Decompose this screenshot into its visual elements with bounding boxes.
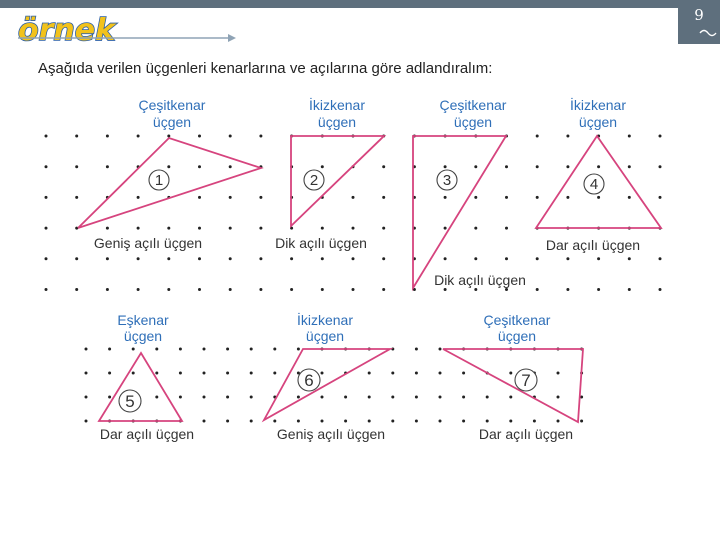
side-type-5-line2: üçgen xyxy=(123,328,163,344)
side-type-4-line2: üçgen xyxy=(578,114,618,130)
grid-dot xyxy=(505,165,508,168)
triangle-number-1: 1 xyxy=(154,172,164,189)
grid-dot xyxy=(368,396,371,399)
grid-dot xyxy=(439,372,442,375)
grid-dot xyxy=(259,257,262,260)
side-type-6-line1: İkizkenar xyxy=(296,312,354,328)
grid-dot xyxy=(85,396,88,399)
grid-dot xyxy=(259,196,262,199)
grid-dot xyxy=(536,135,539,138)
grid-dot xyxy=(368,372,371,375)
grid-dot xyxy=(45,227,48,230)
grid-dot xyxy=(566,165,569,168)
triangle-number-4: 4 xyxy=(589,176,599,193)
grid-dot xyxy=(415,348,418,351)
grid-dot xyxy=(566,288,569,291)
triangle-5 xyxy=(99,353,182,421)
grid-dot xyxy=(505,288,508,291)
triangle-number-6: 6 xyxy=(304,371,314,390)
grid-dot xyxy=(566,135,569,138)
grid-dot xyxy=(198,288,201,291)
grid-dot xyxy=(444,257,447,260)
number-circles xyxy=(119,170,604,412)
side-type-6-line2: üçgen xyxy=(305,328,345,344)
grid-dot xyxy=(203,348,206,351)
grid-dot xyxy=(597,196,600,199)
grid-dot xyxy=(259,227,262,230)
grid-dot xyxy=(659,196,662,199)
grid-dot xyxy=(132,348,135,351)
grid-dot xyxy=(198,227,201,230)
grid-dot xyxy=(198,257,201,260)
grid-dot xyxy=(557,420,560,423)
grid-dot xyxy=(462,396,465,399)
grid-dot xyxy=(45,257,48,260)
grid-dot xyxy=(198,135,201,138)
grid-dot xyxy=(536,257,539,260)
grid-dot xyxy=(597,288,600,291)
angle-type-5: Dar açılı üçgen xyxy=(99,426,195,442)
grid-dot xyxy=(75,135,78,138)
grid-dot xyxy=(167,288,170,291)
grid-dot xyxy=(85,372,88,375)
grid-dot xyxy=(659,135,662,138)
triangle-7 xyxy=(443,349,583,422)
grid-dot xyxy=(659,257,662,260)
grid-dot xyxy=(321,288,324,291)
grid-dot xyxy=(229,165,232,168)
grid-dot xyxy=(106,257,109,260)
grid-dot xyxy=(229,227,232,230)
grid-dot xyxy=(106,288,109,291)
grid-dot xyxy=(439,396,442,399)
side-type-4-line1: İkizkenar xyxy=(569,97,627,113)
grid-dot xyxy=(415,420,418,423)
grid-dot xyxy=(321,372,324,375)
grid-dot xyxy=(382,227,385,230)
side-type-1-line1: Çeşitkenar xyxy=(138,97,206,113)
grid-dot xyxy=(462,420,465,423)
grid-dot xyxy=(352,288,355,291)
grid-dot xyxy=(321,227,324,230)
grid-dot xyxy=(352,196,355,199)
triangle-number-3: 3 xyxy=(442,172,452,189)
grid-dot xyxy=(509,372,512,375)
grid-dot xyxy=(203,372,206,375)
grid-dot xyxy=(155,396,158,399)
grid-dot xyxy=(474,257,477,260)
grid-dot xyxy=(297,396,300,399)
grid-dot xyxy=(137,135,140,138)
triangle-number-7: 7 xyxy=(521,371,531,390)
side-type-3-line1: Çeşitkenar xyxy=(439,97,507,113)
grid-dot xyxy=(536,196,539,199)
grid-dot xyxy=(226,420,229,423)
side-type-2-line1: İkizkenar xyxy=(308,97,366,113)
grid-dot xyxy=(628,288,631,291)
grid-dot xyxy=(557,396,560,399)
grid-dot xyxy=(557,372,560,375)
angle-type-7: Dar açılı üçgen xyxy=(478,426,574,442)
grid-dot xyxy=(155,372,158,375)
grid-dot xyxy=(580,420,583,423)
grid-dot xyxy=(290,257,293,260)
grid-dot xyxy=(226,396,229,399)
grid-dot xyxy=(391,420,394,423)
grid-dot xyxy=(382,257,385,260)
grid-dot xyxy=(259,135,262,138)
grid-dot xyxy=(474,165,477,168)
grid-dot xyxy=(439,348,442,351)
grid-dot xyxy=(439,420,442,423)
grid-dot xyxy=(167,257,170,260)
grid-dot xyxy=(85,420,88,423)
grid-dot xyxy=(382,165,385,168)
angle-type-2: Dik açılı üçgen xyxy=(275,235,367,251)
grid-dot xyxy=(486,396,489,399)
grid-dot xyxy=(659,165,662,168)
grid-dot xyxy=(250,420,253,423)
grid-dot xyxy=(179,348,182,351)
grid-dot xyxy=(290,288,293,291)
grid-dot xyxy=(179,372,182,375)
grid-dot xyxy=(108,348,111,351)
grid-dot xyxy=(203,396,206,399)
logo-text: örnek xyxy=(18,13,116,48)
grid-dot xyxy=(259,288,262,291)
grid-dot xyxy=(415,396,418,399)
grid-dot xyxy=(444,165,447,168)
grid-dot xyxy=(321,257,324,260)
grid-dot xyxy=(297,420,300,423)
grid-dot xyxy=(106,227,109,230)
grid-dot xyxy=(106,165,109,168)
triangle-1 xyxy=(78,138,261,228)
grid-dot xyxy=(45,165,48,168)
grid-dot xyxy=(229,288,232,291)
grid-dot xyxy=(462,372,465,375)
grid-dot xyxy=(344,420,347,423)
grid-dot xyxy=(533,420,536,423)
grid-dot xyxy=(505,227,508,230)
grid-dot xyxy=(444,227,447,230)
grid-dot xyxy=(179,396,182,399)
side-type-2-line2: üçgen xyxy=(317,114,357,130)
grid-dot xyxy=(108,372,111,375)
grid-dot xyxy=(368,420,371,423)
side-type-5-line1: Eşkenar xyxy=(117,312,169,328)
grid-dot xyxy=(132,372,135,375)
grid-dot xyxy=(167,165,170,168)
angle-type-3: Dik açılı üçgen xyxy=(434,272,526,288)
grid-dot xyxy=(659,288,662,291)
grid-dot xyxy=(273,348,276,351)
side-type-3-line2: üçgen xyxy=(453,114,493,130)
grid-dot xyxy=(444,196,447,199)
grid-dot xyxy=(474,196,477,199)
grid-dot xyxy=(321,420,324,423)
grid-dot xyxy=(167,227,170,230)
angle-type-1: Geniş açılı üçgen xyxy=(93,235,203,251)
grid-dot xyxy=(628,165,631,168)
triangle-number-5: 5 xyxy=(125,392,135,411)
grid-dot xyxy=(352,227,355,230)
grid-dot xyxy=(352,257,355,260)
grid-dot xyxy=(106,135,109,138)
grid-dot xyxy=(536,165,539,168)
grid-dot xyxy=(628,135,631,138)
grid-dot xyxy=(137,288,140,291)
grid-dot xyxy=(229,135,232,138)
logo-arrow-icon xyxy=(228,34,236,42)
grid-dot xyxy=(486,420,489,423)
grid-dot xyxy=(198,196,201,199)
grid-dot xyxy=(505,196,508,199)
grid-dot xyxy=(229,196,232,199)
grid-dot xyxy=(45,196,48,199)
triangle-number-2: 2 xyxy=(309,172,319,189)
grid-dot xyxy=(226,372,229,375)
grid-dot xyxy=(566,196,569,199)
grid-dot xyxy=(415,372,418,375)
grid-dot xyxy=(273,420,276,423)
grid-dot xyxy=(382,196,385,199)
grid-dot xyxy=(628,257,631,260)
grid-dot xyxy=(391,396,394,399)
grid-dot xyxy=(137,227,140,230)
grid-dot xyxy=(198,165,201,168)
grid-dot xyxy=(229,257,232,260)
grid-dot xyxy=(108,396,111,399)
grid-dot xyxy=(85,348,88,351)
grid-dot xyxy=(137,257,140,260)
side-type-7-line1: Çeşitkenar xyxy=(483,312,551,328)
grid-dot xyxy=(226,348,229,351)
grid-dot xyxy=(45,135,48,138)
ornek-logo xyxy=(18,13,236,48)
grid-dot xyxy=(566,257,569,260)
page-number: 9 xyxy=(694,6,704,24)
side-type-7-line2: üçgen xyxy=(497,328,537,344)
grid-dot xyxy=(297,348,300,351)
grid-dot xyxy=(75,165,78,168)
grid-dot xyxy=(75,288,78,291)
grid-dot xyxy=(597,257,600,260)
triangle-6 xyxy=(264,349,390,420)
grid-dot xyxy=(321,396,324,399)
grid-dot xyxy=(250,372,253,375)
grid-dot xyxy=(509,396,512,399)
grid-dot xyxy=(444,288,447,291)
angle-type-6: Geniş açılı üçgen xyxy=(276,426,386,442)
grid-dot xyxy=(505,257,508,260)
triangle-3 xyxy=(413,136,506,288)
grid-dot xyxy=(474,288,477,291)
angle-type-4: Dar açılı üçgen xyxy=(545,237,641,253)
grid-dot xyxy=(137,196,140,199)
grid-dot xyxy=(75,196,78,199)
grid-dot xyxy=(250,396,253,399)
grid-dot xyxy=(536,288,539,291)
grid-dot xyxy=(155,348,158,351)
grid-dot xyxy=(474,227,477,230)
grid-dot xyxy=(382,288,385,291)
grid-dot xyxy=(628,196,631,199)
grid-dot xyxy=(391,372,394,375)
side-type-1-line2: üçgen xyxy=(152,114,192,130)
grid-dot xyxy=(597,165,600,168)
instruction-text: Aşağıda verilen üçgenleri kenarlarına ve açılarına göre adlandıralım: xyxy=(38,60,493,77)
grid-dot xyxy=(75,257,78,260)
grid-dot xyxy=(45,288,48,291)
grid-dot xyxy=(509,420,512,423)
grid-dot xyxy=(203,420,206,423)
grid-dot xyxy=(273,372,276,375)
grid-dot xyxy=(250,348,253,351)
grid-dot xyxy=(321,165,324,168)
grid-dot xyxy=(344,396,347,399)
